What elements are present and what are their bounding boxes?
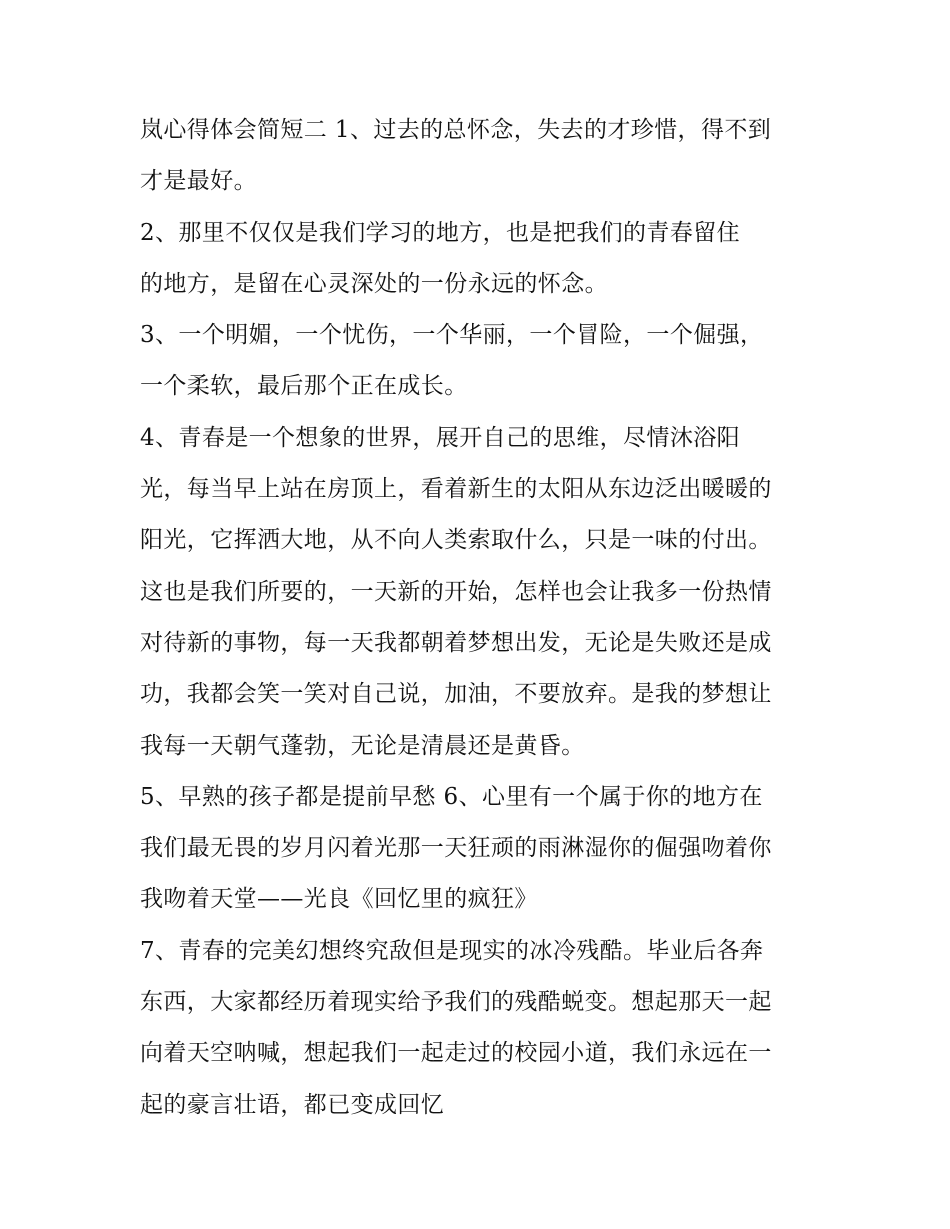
text-line: 我吻着天堂——光良《回忆里的疯狂》 xyxy=(140,886,538,913)
text-line: 岚心得体会简短二 1、过去的总怀念，失去的才珍惜，得不到 xyxy=(140,117,772,143)
text-line: 5、早熟的孩子都是提前早愁 6、心里有一个属于你的地方在 xyxy=(140,783,763,810)
text-line: 我们最无畏的岁月闪着光那一天狂顽的雨淋湿你的倔强吻着你 xyxy=(140,835,772,862)
text-line: 光，每当早上站在房顶上，看着新生的太阳从东边泛出暖暖的 xyxy=(140,476,772,503)
text-line: 我每一天朝气蓬勃，无论是清晨还是黄昏。 xyxy=(140,732,585,759)
text-line: 2、那里不仅仅是我们学习的地方，也是把我们的青春留住 xyxy=(140,219,741,246)
text-line: 起的豪言壮语，都已变成回忆 xyxy=(140,1091,445,1118)
text-line: 的地方，是留在心灵深处的一份永远的怀念。 xyxy=(140,270,608,297)
text-line: 向着天空呐喊，想起我们一起走过的校园小道，我们永远在一 xyxy=(140,1040,772,1067)
text-line: 3、一个明媚，一个忧伤，一个华丽，一个冒险，一个倔强， xyxy=(140,322,764,349)
text-line: 一个柔软，最后那个正在成长。 xyxy=(140,373,468,400)
document-body xyxy=(140,105,815,1131)
text-line: 这也是我们所要的，一天新的开始，怎样也会让我多一份热情 xyxy=(140,578,772,605)
text-line: 对待新的事物，每一天我都朝着梦想出发，无论是失败还是成 xyxy=(140,629,772,656)
text-line: 才是最好。 xyxy=(140,168,257,195)
text-line: 7、青春的完美幻想终究敌但是现实的冰冷残酷。毕业后各奔 xyxy=(140,937,764,964)
text-line: 阳光，它挥洒大地，从不向人类索取什么，只是一味的付出。 xyxy=(140,527,772,554)
text-line: 4、青春是一个想象的世界，展开自己的思维，尽情沐浴阳 xyxy=(140,424,741,451)
text-line: 东西，大家都经历着现实给予我们的残酷蜕变。想起那天一起 xyxy=(140,989,772,1016)
text-line: 功，我都会笑一笑对自己说，加油，不要放弃。是我的梦想让 xyxy=(140,681,772,708)
